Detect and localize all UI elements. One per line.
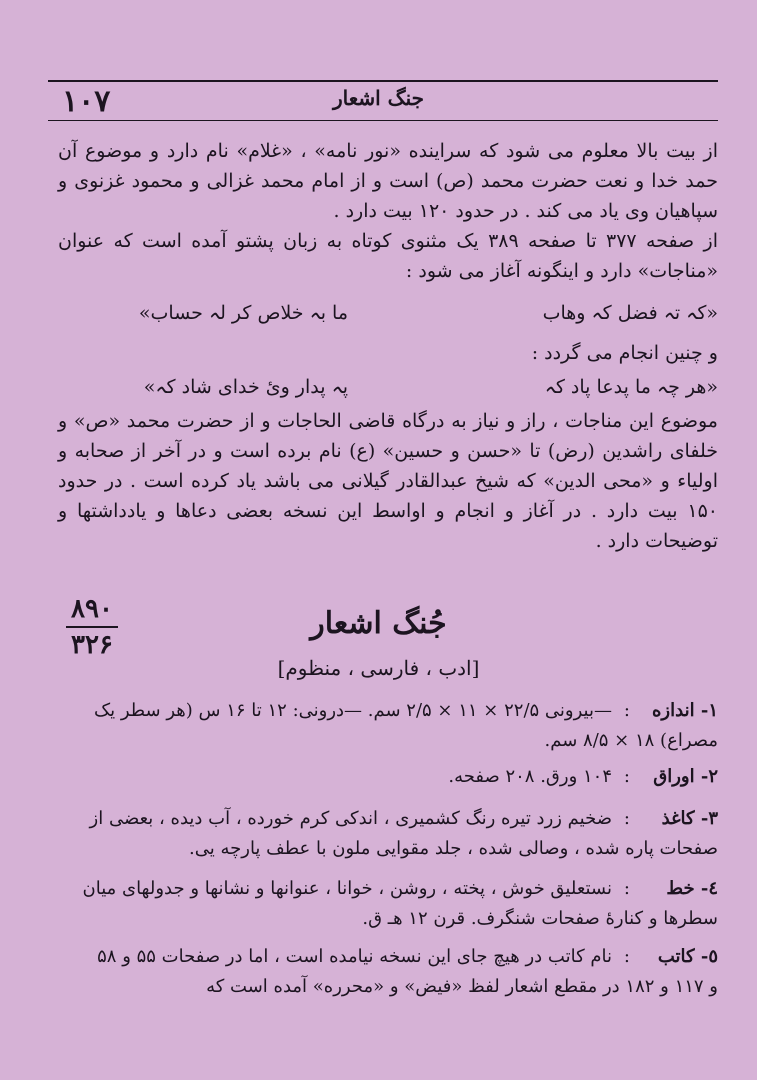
item-text: نستعلیق خوش ، پخته ، روشن ، خوانا ، عنوانها و نشانها و جدولهای میان [82,878,612,899]
item-paper [58,804,718,864]
verse-2-hemistich-1: «هر چہ ما پدعا پاد کہ [544,376,718,398]
catalog-number-bottom: ۳۲۶ [71,630,113,660]
item-leaves [58,762,718,792]
catalog-number-top: ۸۹۰ [71,594,113,624]
item-colon: : [623,808,630,829]
item-colon: : [623,766,630,787]
verse-1 [58,302,718,332]
verse-1-hemistich-2: ما بہ خلاص کر لہ حساب» [138,302,348,324]
header-top-rule [48,80,718,82]
item-text: نام کاتب در هیچ جای این نسخه نیامده است ، اما در صفحات ۵۵ و ۵۸ [97,946,612,967]
item-text-cont: و ۱۱۷ و ۱۸۲ در مقطع اشعار لفظ «فیض» و «محرره» آمده است که [206,976,718,997]
catalog-title: جُنگ اشعار [310,606,447,641]
page-number: ۱۰۷ [62,84,111,119]
item-label: ۲- اوراق [653,766,718,787]
paragraph-3: و چنین انجام می گردد : [531,342,718,364]
item-colon: : [623,878,630,899]
item-colon: : [623,946,630,967]
catalog-subtitle: [ادب ، فارسی ، منظوم] [277,656,480,680]
item-text-cont: صفحات پاره شده ، وصالی شده ، جلد مقوایی ملون با عطف پارچه یی. [189,838,718,859]
verse-2-hemistich-2: پہ پدار وئ خدای شاد کہ» [143,376,348,398]
item-label: ٥- کاتب [657,946,718,967]
item-label: ۱- اندازه [652,700,718,721]
paragraph-2: از صفحه ۳۷۷ تا صفحه ۳۸۹ یک مثنوی کوتاه به زبان پشتو آمده است که عنوان «مناجات» دارد و اینگونه آغاز می شود : [58,230,718,282]
item-label: ٤- خط [666,878,718,899]
paragraph-1: از بیت بالا معلوم می شود که سراینده «نور نامه» ، «غلام» نام دارد و موضوع آن حمد خدا و نعت حضرت محمد (ص) است و از امام محمد غزالی و محمود غزنوی و سپاهیان وی یاد می کند . در حدود ۱۲۰ بیت دارد . [58,140,718,222]
item-colon: : [623,700,630,721]
verse-2 [58,376,718,406]
paragraph-4: موضوع این مناجات ، راز و نیاز به درگاه قاضی الحاجات و از حضرت محمد «ص» و خلفای راشدین (رض) تا «حسن و حسین» (ع) نام برده است و در آخر از صحابه و اولیاء و «محی الدین» که شیخ عبدالقادر گیلانی می باشد یاد کرده است . در حدود ۱۵۰ بیت دارد . در آغاز و انجام و اواسط این نسخه بعضی دعاها و یادداشتها و توضیحات دارد . [58,410,718,552]
item-text: ضخیم زرد تیره رنگ کشمیری ، اندکی کرم خورده ، آب دیده ، بعضی از [89,808,612,829]
item-text: —بیرونی ۲۲/۵ × ۱۱ × ۲/۵ سم. —درونی: ۱۲ تا ۱۶ س (هر سطر یک [94,700,612,721]
verse-1-hemistich-1: «کہ تہ فضل کہ وهاب [542,302,718,324]
item-size [58,696,718,756]
item-text-cont: سطرها و کنارهٔ صفحات شنگرف. قرن ۱۲ هـ ق. [362,908,718,929]
running-header-title: جنگ اشعار [333,86,424,110]
header-bottom-rule [48,120,718,121]
item-script [58,874,718,934]
item-text-cont: مصراع) ۱۸ × ۸/۵ سم. [544,730,718,751]
item-text: ۱۰۴ ورق. ۲۰۸ صفحه. [448,766,612,787]
item-scribe [58,942,718,1002]
item-label: ۳- کاغذ [661,808,718,829]
